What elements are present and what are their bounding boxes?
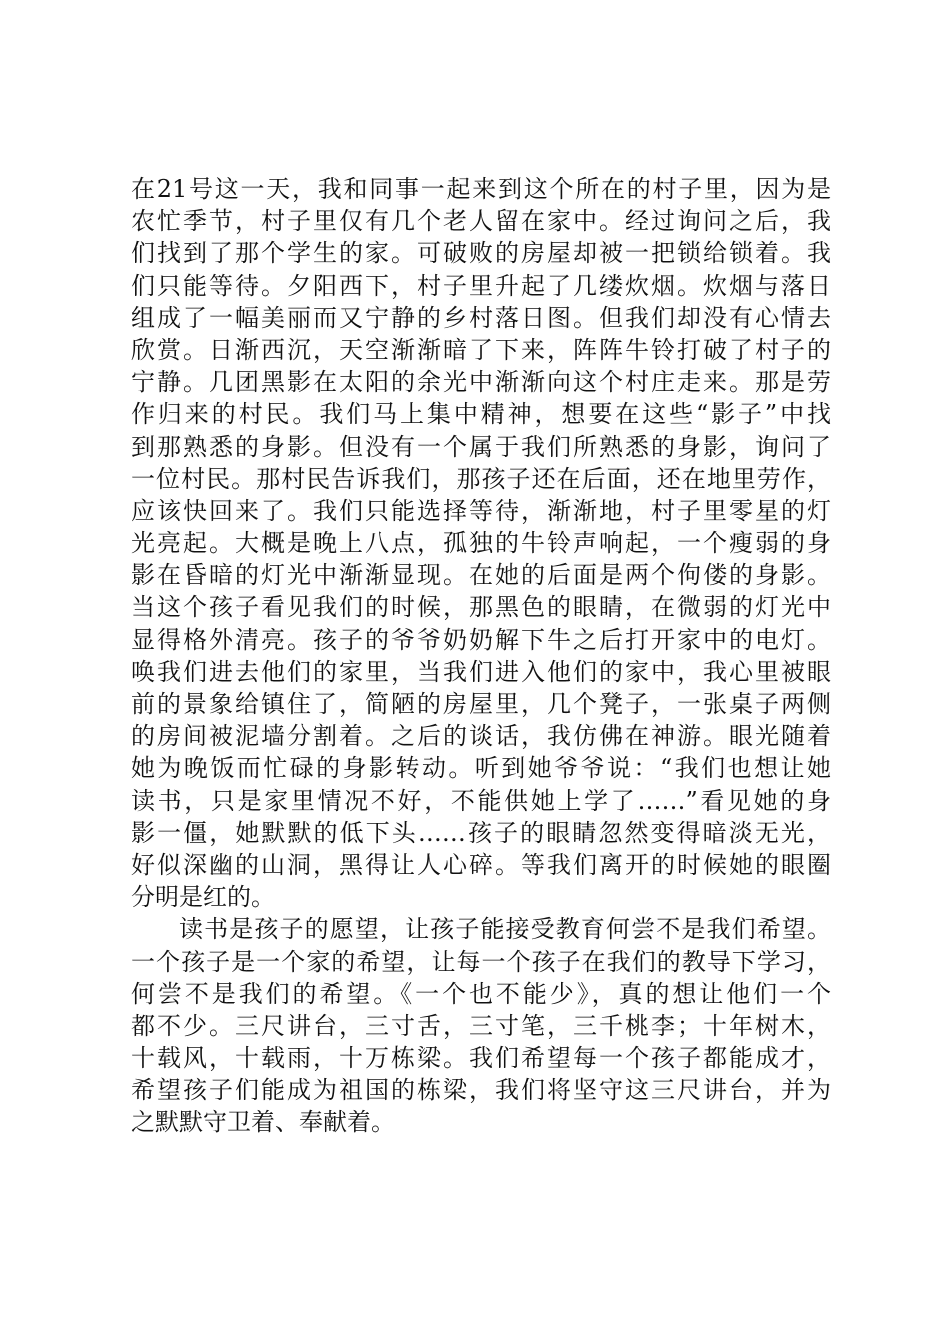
text-line: 十载风，十载雨，十万栋梁。我们希望每一个孩子都能成才， xyxy=(131,1044,831,1073)
text-line: 欣赏。日渐西沉，天空渐渐暗了下来，阵阵牛铃打破了村子的 xyxy=(131,335,831,364)
text-line: 到那熟悉的身影。但没有一个属于我们所熟悉的身影，询问了 xyxy=(131,432,831,461)
text-line: 之默默守卫着、奉献着。 xyxy=(131,1108,395,1137)
text-line: 光亮起。大概是晚上八点，孤独的牛铃声响起，一个瘦弱的身 xyxy=(131,529,831,558)
text-line: 农忙季节，村子里仅有几个老人留在家中。经过询问之后，我 xyxy=(131,207,831,236)
text-line: 一位村民。那村民告诉我们，那孩子还在后面，还在地里劳作， xyxy=(131,464,831,493)
text-line: 分明是红的。 xyxy=(131,883,275,912)
text-line: 显得格外清亮。孩子的爷爷奶奶解下牛之后打开家中的电灯。 xyxy=(131,625,831,654)
text-line: 希望孩子们能成为祖国的栋梁，我们将坚守这三尺讲台，并为 xyxy=(131,1076,831,1105)
text-line: 都不少。三尺讲台，三寸舌，三寸笔，三千桃李；十年树木， xyxy=(131,1011,831,1040)
text-line: 作归来的村民。我们马上集中精神，想要在这些“影子”中找 xyxy=(131,400,831,429)
text-line: 她为晚饭而忙碌的身影转动。听到她爷爷说：“我们也想让她 xyxy=(131,754,831,783)
text-line: 影一僵，她默默的低下头……孩子的眼睛忽然变得暗淡无光， xyxy=(131,818,831,847)
text-line: 应该快回来了。我们只能选择等待，渐渐地，村子里零星的灯 xyxy=(131,496,831,525)
text-line: 何尝不是我们的希望。《一个也不能少》，真的想让他们一个 xyxy=(131,979,831,1008)
text-line: 影在昏暗的灯光中渐渐显现。在她的后面是两个佝偻的身影。 xyxy=(131,561,831,590)
text-line: 唤我们进去他们的家里，当我们进入他们的家中，我心里被眼 xyxy=(131,657,831,686)
text-line: 宁静。几团黑影在太阳的余光中渐渐向这个村庄走来。那是劳 xyxy=(131,368,831,397)
paragraph xyxy=(131,913,831,1138)
text-line: 读书是孩子的愿望，让孩子能接受教育何尝不是我们希望。 xyxy=(179,915,831,944)
body-text xyxy=(131,173,831,1139)
text-line: 好似深幽的山洞，黑得让人心碎。等我们离开的时候她的眼圈 xyxy=(131,850,831,879)
text-line: 一个孩子是一个家的希望，让每一个孩子在我们的教导下学习， xyxy=(131,947,831,976)
text-line: 读书，只是家里情况不好，不能供她上学了……”看见她的身 xyxy=(131,786,831,815)
text-line: 们找到了那个学生的家。可破败的房屋却被一把锁给锁着。我 xyxy=(131,239,831,268)
text-line: 组成了一幅美丽而又宁静的乡村落日图。但我们却没有心情去 xyxy=(131,303,831,332)
text-line: 们只能等待。夕阳西下，村子里升起了几缕炊烟。炊烟与落日 xyxy=(131,271,831,300)
paragraph xyxy=(131,173,831,913)
text-line: 前的景象给镇住了，简陋的房屋里，几个凳子，一张桌子两侧 xyxy=(131,690,831,718)
text-line: 的房间被泥墙分割着。之后的谈话，我仿佛在神游。眼光随着 xyxy=(131,722,831,751)
paragraph-container xyxy=(131,173,831,1139)
text-line: 在21号这一天，我和同事一起来到这个所在的村子里，因为是 xyxy=(131,175,831,203)
text-line: 当这个孩子看见我们的时候，那黑色的眼睛，在微弱的灯光中 xyxy=(131,593,831,622)
